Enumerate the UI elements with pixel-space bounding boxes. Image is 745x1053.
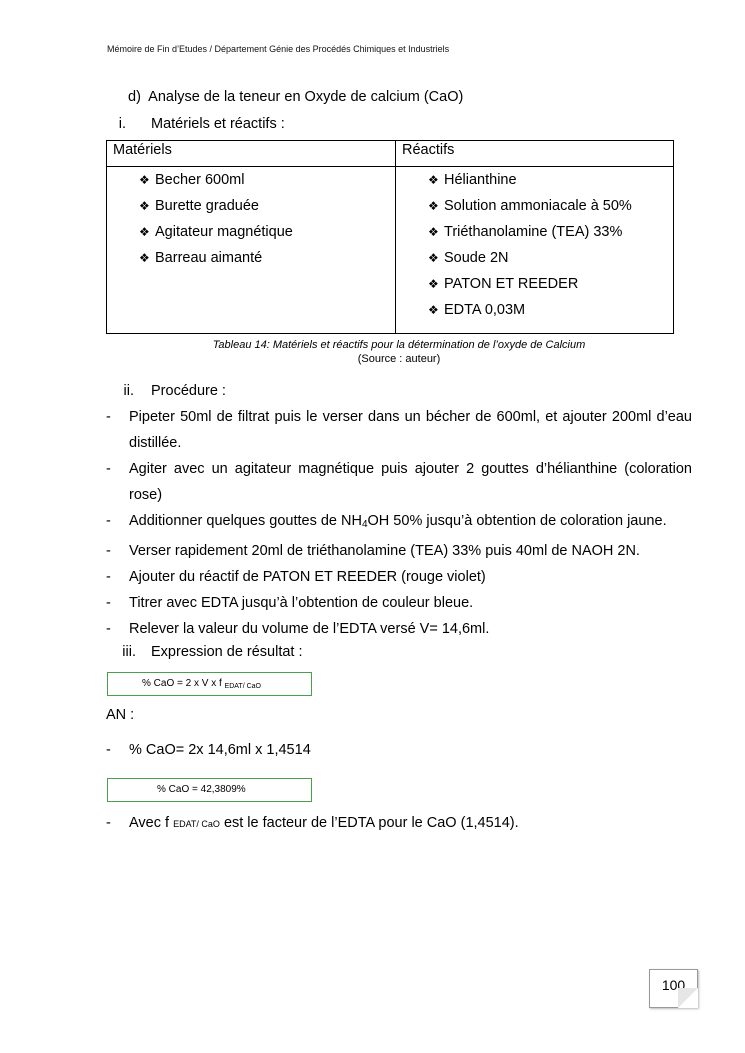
- procedure-step: [106, 404, 692, 456]
- materiels-item-label: Becher 600ml: [155, 172, 245, 188]
- procedure-dash: -: [106, 595, 111, 611]
- procedure-step-text: Relever la valeur du volume de l’EDTA versé V= 14,6ml.: [129, 621, 490, 637]
- procedure-step-text: Verser rapidement 20ml de triéthanolamine (TEA) 33% puis 40ml de NAOH 2N.: [129, 543, 640, 559]
- page-fold-icon: [678, 988, 698, 1008]
- diamond-bullet-icon: ❖: [428, 173, 439, 187]
- procedure-dash: -: [106, 409, 111, 425]
- reactifs-item-label: PATON ET REEDER: [444, 276, 579, 292]
- result-box: [107, 778, 312, 802]
- reactifs-cell: [396, 167, 674, 334]
- reactifs-item: [428, 301, 673, 327]
- calc-line: [106, 742, 311, 758]
- diamond-bullet-icon: ❖: [139, 225, 150, 239]
- formula-subscript: EDAT/ CaO: [224, 683, 261, 690]
- calc-text: % CaO= 2x 14,6ml x 1,4514: [129, 742, 311, 758]
- materiels-item: [139, 171, 395, 197]
- sub-i-marker: i.: [118, 116, 126, 132]
- diamond-bullet-icon: ❖: [139, 199, 150, 213]
- procedure-step: [106, 590, 692, 616]
- materiels-item-label: Agitateur magnétique: [155, 224, 293, 240]
- procedure-step: [106, 616, 692, 642]
- procedure-dash: -: [106, 543, 111, 559]
- reactifs-item: [428, 249, 673, 275]
- materiels-item: [139, 249, 395, 275]
- materials-table: [106, 140, 674, 334]
- result-text: % CaO = 42,3809%: [157, 784, 246, 795]
- materiels-item-label: Burette graduée: [155, 198, 259, 214]
- section-d-marker: d): [128, 89, 141, 105]
- materiels-item: [139, 197, 395, 223]
- an-label: AN :: [106, 707, 135, 723]
- diamond-bullet-icon: ❖: [428, 303, 439, 317]
- page-header: Mémoire de Fin d’Etudes / Département Génie des Procédés Chimiques et Industriels: [107, 44, 450, 54]
- procedure-step-text: Ajouter du réactif de PATON ET REEDER (rouge violet): [129, 569, 486, 585]
- section-d-heading: [128, 89, 463, 105]
- reactifs-item-label: EDTA 0,03M: [444, 302, 526, 318]
- sub-ii-title: Procédure :: [151, 383, 226, 399]
- note-line: [106, 815, 519, 831]
- materiels-cell: [107, 167, 396, 334]
- diamond-bullet-icon: ❖: [428, 277, 439, 291]
- note-suffix: est le facteur de l’EDTA pour le CaO (1,4514).: [223, 815, 519, 831]
- procedure-step: [106, 456, 692, 508]
- reactifs-item-label: Solution ammoniacale à 50%: [444, 198, 632, 214]
- procedure-list: [106, 404, 692, 642]
- reactifs-item: [428, 197, 673, 223]
- note-dash: -: [106, 815, 111, 831]
- diamond-bullet-icon: ❖: [428, 251, 439, 265]
- diamond-bullet-icon: ❖: [428, 225, 439, 239]
- reactifs-list: [396, 167, 673, 333]
- sub-iii-title: Expression de résultat :: [151, 644, 303, 660]
- sub-iii-heading: [106, 644, 406, 664]
- page-number: 100: [661, 977, 686, 993]
- procedure-step-text: Additionner quelques gouttes de NH4OH 50% jusqu’à obtention de coloration jaune.: [129, 513, 667, 530]
- procedure-step-text: Pipeter 50ml de filtrat puis le verser dans un bécher de 600ml, et ajouter 200ml d’eau distillée.: [129, 409, 692, 451]
- procedure-step-text: Agiter avec un agitateur magnétique puis ajouter 2 gouttes d’hélianthine (coloration rose): [129, 461, 692, 503]
- sub-i-heading: [106, 116, 406, 136]
- table-header-reactifs: Réactifs: [396, 141, 674, 167]
- table-header-materiels: Matériels: [107, 141, 396, 167]
- sub-ii-marker: ii.: [123, 383, 134, 399]
- materiels-item-label: Barreau aimanté: [155, 250, 263, 266]
- reactifs-item: [428, 275, 673, 301]
- table-source: (Source : auteur): [357, 353, 441, 365]
- reactifs-item-label: Triéthanolamine (TEA) 33%: [444, 224, 623, 240]
- sub-i-title: Matériels et réactifs :: [151, 116, 285, 132]
- note-subscript: EDAT/ CaO: [173, 819, 220, 829]
- procedure-step-text: Titrer avec EDTA jusqu’à l’obtention de couleur bleue.: [129, 595, 474, 611]
- reactifs-item-label: Soude 2N: [444, 250, 509, 266]
- procedure-step: [106, 508, 692, 538]
- page-number-box: [649, 969, 698, 1008]
- procedure-step: [106, 564, 692, 590]
- sub-ii-heading: [106, 383, 406, 403]
- formula-main: % CaO = 2 x V x f: [142, 678, 222, 689]
- table-caption: Tableau 14: Matériels et réactifs pour la détermination de l’oxyde de Calcium: [212, 339, 586, 351]
- formula-box: [107, 672, 312, 696]
- procedure-step: [106, 538, 692, 564]
- procedure-dash: -: [106, 513, 111, 529]
- procedure-dash: -: [106, 621, 111, 637]
- procedure-dash: -: [106, 461, 111, 477]
- note-prefix: Avec f: [129, 815, 170, 831]
- reactifs-item: [428, 223, 673, 249]
- materiels-list: [107, 167, 395, 281]
- diamond-bullet-icon: ❖: [139, 173, 150, 187]
- diamond-bullet-icon: ❖: [139, 251, 150, 265]
- reactifs-item-label: Hélianthine: [444, 172, 517, 188]
- diamond-bullet-icon: ❖: [428, 199, 439, 213]
- procedure-dash: -: [106, 569, 111, 585]
- reactifs-item: [428, 171, 673, 197]
- sub-iii-marker: iii.: [122, 644, 136, 660]
- calc-dash: -: [106, 742, 111, 758]
- materiels-item: [139, 223, 395, 249]
- section-d-title: Analyse de la teneur en Oxyde de calcium (CaO): [148, 89, 464, 105]
